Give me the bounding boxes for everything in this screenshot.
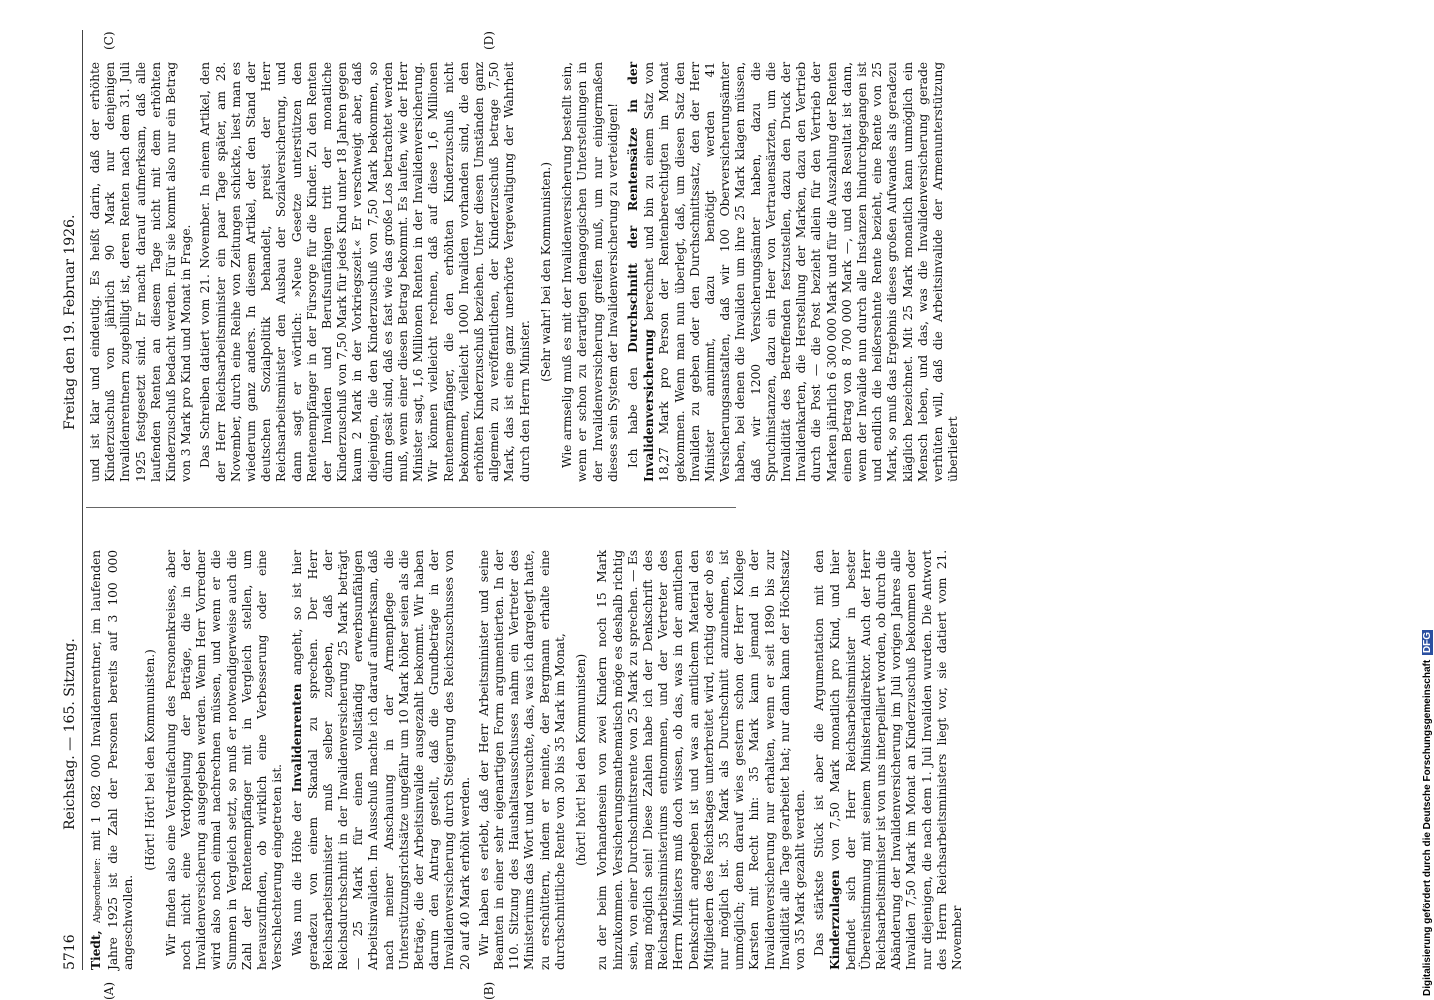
interjection: (Sehr wahr! bei den Kommunisten.) (538, 162, 553, 382)
column-left (88, 550, 969, 970)
interjection: (hört! hört! bei den Kommunisten) (574, 653, 589, 867)
page-number: 5716 (62, 934, 78, 970)
header-rule (82, 30, 83, 970)
column-right (88, 62, 965, 482)
paragraph (812, 550, 965, 970)
emphasis: Invalidenrenten (289, 683, 305, 793)
funding-text: Digitalisierung gefördert durch die Deutsche Forschungsgemeinschaft (1422, 659, 1433, 996)
text-run: von 7,50 Mark monatlich pro Kind, und hier befindet sich der Herr Reichsarbeitsminister in bester Übereinstimmung mit seinem Ministerialdirektor. Auch der Herr Reichsarbeitsminister ist von uns interpelliert worden, ob durch die Abänderung der Invalidenversicherung im Juli vorigen Jahres alle Invaliden 7,50 Mark im Monat an Kinderzuschuß bekommen oder nur diejenigen, die nach dem 1. Juli Invaliden wurden. Die Antwort des Herrn Reichsarbeitsministers liegt vor, sie datiert vom 21. November (828, 550, 964, 970)
dfg-logo: DFG (1422, 631, 1433, 654)
left-running-title: Reichstag. — 165. Sitzung. (62, 638, 78, 830)
rotated-page (62, 30, 964, 1000)
paragraph: Wie armselig muß es mit der Invalidenversicherung bestellt sein, wenn er schon zu derartigen demagogischen Unterstellungen in der Invalidenversicherung greifen muß, um nur einigermaßen dieses sein System der Invalidenversicherung zu verteidigen! (560, 62, 620, 482)
funding-label (1422, 630, 1433, 996)
interjection: (Hört! Hört! bei den Kommunisten.) (142, 649, 157, 871)
text-run: berechnet und bin zu einem Satz von 18,27 Mark pro Person der Rentenberechtigten im Monat gekommen. Wenn man nun überlegt, daß, um diesen Satz den Invaliden zu geben oder den Durchschnittssatz, den der Herr Minister annimmt, dazu benötigt werden 41 Versicherungsanstalten, daß wir 100 Oberversicherungsämter haben, bei denen die Invaliden um ihre 25 Mark klagen müssen, daß wir 1200 Versicherungsämter haben, dazu die Spruchinstanzen, dazu ein Heer von Vertrauensärzten, um die Invalidität des Betreffenden festzustellen, dazu den Druck der Invalidenkarten, die Herstellung der Marken, dazu den Vertrieb durch die Post — die Post bezieht allein für den Vertrieb der Marken jährlich 6 300 000 Mark und für die Auszahlung der Renten einen Betrag von 8 700 000 Mark —, und das Resultat ist dann, wenn der Invalide nun durch alle Instanzen hindurchgegangen ist und endlich die heißersehnte Rente bezieht, eine Rente von 25 Mark, so muß das Ergebnis dieses großen Aufwandes als geradezu kläglich bezeichnet. Mit 25 Mark monatlich kann unmöglich ein Mensch leben, und das, was die Invalidenversicherung gerade verhüten will, daß die Arbeitsinvalide der Armenunterstützung überliefert (642, 62, 961, 482)
paragraph: mit 1 082 000 Invalidenrentner, im laufenden Jahre 1925 ist die Zahl der Personen bereits auf 3 100 000 angeschwollen. (89, 550, 136, 970)
emphasis: Kinderzulagen (827, 870, 843, 970)
marker-c: (C) (102, 31, 116, 50)
speaker-line (88, 550, 137, 970)
paragraph: zu der beim Vorhandensein von zwei Kindern noch 15 Mark hinzukommen. Versicherungsmathematisch möge es deshalb richtig sein, von einer Durchschnittsrente von 25 Mark zu sprechen. — Es mag möglich sein! Diese Zahlen habe ich der Denkschrift des Reichsarbeitsministeriums entnommen, und der Vertreter des Herrn Ministers muß doch wissen, ob das, was in der amtlichen Denkschrift angegeben ist und was an amtlichem Material den Mitgliedern des Reichstages unterbreitet wird, richtig oder ob es nur möglich ist. 35 Mark als Durchschnitt anzunehmen, ist unmöglich; denn darauf wies gestern schon der Herr Kollege Karsten mit Recht hin: 35 Mark kann jemand in der Invalidenversicherung nur erhalten, wenn er seit 1890 bis zur Invalidität alle Tage gearbeitet hat; nur dann kann der Höchstsatz von 35 Mark gezahlt werden. (595, 550, 807, 970)
paragraph: Wir finden also eine Verdreifachung des Personenkreises, aber noch nicht eine Verdoppelung der Beträge, die in der Invalidenversicherung ausgegeben werden. Wenn Herr Vorredner wird also noch einmal nachrechnen müssen, und wenn er die Summen in Vergleich setzt, so muß er notwendigerweise auch die Zahl der Rentenempfänger mit in Vergleich stellen, um herauszufinden, ob wirklich eine Verbesserung oder eine Verschlechterung eingetreten ist. (163, 550, 285, 970)
paragraph: Wir haben es erlebt, daß der Herr Arbeitsminister und seine Beamten in einer sehr eigenartigen Form argumentierten. In der 110. Sitzung des Haushaltsausschusses nahm ein Vertreter des Ministeriums das Wort und versuchte, das, was ich dargelegt hatte, zu erschüttern, indem er meinte, der Bergmann erhalte eine durchschnittliche Rente von 30 bis 35 Mark im Monat, (476, 550, 567, 970)
speaker-role: Abgeordneter: (93, 858, 103, 924)
paragraph: und ist klar und eindeutig. Es heißt darin, daß der erhöhte Kinderzuschuß von jährlich 90 Mark nur denjenigen Invalidenrentnern zugebilligt ist, deren Renten nach dem 31. Juli 1925 festgesetzt sind. Er macht darauf aufmerksam, daß alle laufenden Renten an diesem Tage nicht mit dem erhöhten Kinderzuschuß bedacht werden. Für sie kommt also nur ein Betrag von 3 Mark pro Kind und Monat in Frage. (88, 62, 194, 482)
paragraph (625, 62, 961, 482)
text-run: Ich habe den (625, 352, 640, 468)
speaker-name: Tiedt, (88, 930, 103, 970)
emphasis: Durchschnitt der Rentensätze in der Invalidenversicherung (624, 62, 657, 482)
marker-b: (B) (482, 981, 496, 1000)
right-running-title: Freitag den 19. Februar 1926. (62, 214, 78, 430)
marker-d: (D) (482, 31, 496, 50)
text-run: angeht, so ist hier geradezu von einem Skandal zu sprechen. Der Herr Reichsarbeitsminister muß selber zugeben, daß der Reichsdurchschnitt in der Invalidenversicherung 25 Mark beträgt — 25 Mark für einen vollständig erwerbsunfähigen Arbeitsinvaliden. Im Ausschuß machte ich darauf aufmerksam, daß nach meiner Anschauung in der Armenpflege die Unterstützungsrichtsätze ungefähr um 10 Mark höher seien als die Beträge, die der Arbeitsinvalide ausgezahlt bekommt. Wir haben darum den Antrag gestellt, daß die Grundbeträge in der Invalidenversicherung durch Steigerung des Reichszuschusses von 20 auf 40 Mark erhöht werden. (290, 550, 472, 970)
paragraph: Das Schreiben datiert vom 21. November. In einem Artikel, den der Herr Reichsarbeitsminister ein paar Tage später, am 28. November, durch eine Reihe von Zeitungen schickte, liest man es wiederum ganz anders. In diesem Artikel, der den Stand der deutschen Sozialpolitik behandelt, preist der Herr Reichsarbeitsminister den Ausbau der Sozialversicherung, und dann sagt er wörtlich: »Neue Gesetze unterstützen den Rentenempfänger in der Fürsorge für die Kinder. Zu den Renten der Invaliden und Berufsunfähigen tritt der monatliche Kinderzuschuß von 7,50 Mark für jedes Kind unter 18 Jahren gegen kaum 2 Mark in der Vorkriegszeit.« Er verschweigt aber, daß diejenigen, die den Kinderzuschuß von 7,50 Mark bekommen, so dünn gesät sind, daß es fast wie das große Los betrachtet werden muß, wenn einer diesen Betrag bekommt. Es laufen, wie der Herr Minister sagt, 1,6 Millionen Renten in der Invalidenversicherung. Wir können vielleicht rechnen, daß auf diese 1,6 Millionen Rentenempfänger, die den erhöhten Kinderzuschuß nicht bekommen, vielleicht 1000 Invaliden vorhanden sind, die den erhöhten Kinderzuschuß beziehen. Unter diesen Umständen ganz allgemein zu veröffentlichen, der Kinderzuschuß betrage 7,50 Mark, das ist eine ganz unerhörte Vergewaltigung der Wahrheit durch den Herrn Minister. (198, 62, 532, 482)
paragraph (289, 550, 472, 970)
text-run: Das stärkste Stück ist aber die Argumentation mit den (812, 550, 827, 956)
column-divider (86, 507, 736, 508)
text-run: Was nun die Höhe der (290, 792, 305, 956)
marker-a: (A) (102, 981, 116, 1000)
